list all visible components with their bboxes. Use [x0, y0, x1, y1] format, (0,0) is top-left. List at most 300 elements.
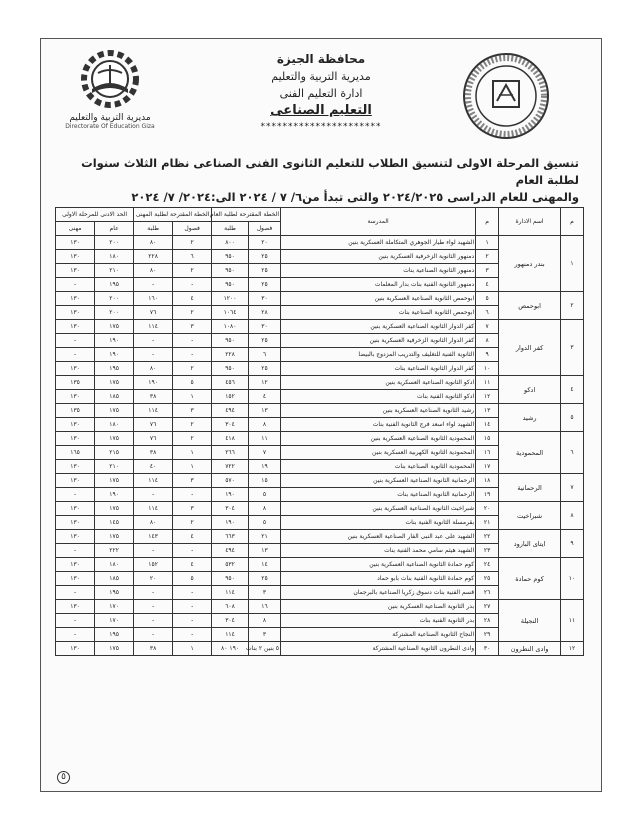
cell-general-students: ٤٩٤ — [212, 544, 249, 558]
cell-general-students: ١١٤ — [212, 628, 249, 642]
cell-school: بدر الثانوية الفنية بنات — [281, 614, 476, 628]
cell-admin: ابوحمص — [499, 292, 561, 320]
cell-school: كفر الدوار الثانوية الصناعية العسكرية بنين — [281, 320, 476, 334]
cell-vocational-classes: ٣ — [173, 404, 212, 418]
cell-general-students: ٩٥٠ — [212, 278, 249, 292]
col-admin: اسم الادارة — [499, 208, 561, 236]
cell-general-classes: ٨ — [248, 614, 280, 628]
cell-min-vocational: ١٣٥ — [56, 376, 95, 390]
cell-num: ١٦ — [476, 446, 499, 460]
cell-num: ١٤ — [476, 418, 499, 432]
table-body — [56, 236, 584, 656]
cell-min-general: ١٧٥ — [95, 320, 134, 334]
cell-school: ادكو الثانوية الصناعية العسكرية بنين — [281, 376, 476, 390]
ministry-seal — [461, 51, 551, 141]
cell-school: المحمودية الثانوية الكهربية العسكرية بنين — [281, 446, 476, 460]
col-plan-vocational: الخطة المقترحة لطلبة المهنى — [134, 208, 212, 222]
cell-general-students: ١٩٠ — [212, 488, 249, 502]
cell-general-students: ٥٧٠ — [212, 474, 249, 488]
cell-general-students: ٥٣٢ — [212, 558, 249, 572]
cell-general-students: ٩٥٠ — [212, 362, 249, 376]
gear-book-icon — [65, 45, 155, 107]
document-page — [40, 38, 602, 792]
cell-vocational-classes: ٣ — [173, 502, 212, 516]
cell-school: كوم حمادة الثانوية الصناعية العسكرية بنين — [281, 558, 476, 572]
cell-general-students: ٦٠٨ — [212, 600, 249, 614]
cell-min-vocational: ١٣٠ — [56, 432, 95, 446]
cell-min-general: ١٨٥ — [95, 390, 134, 404]
cell-school: رشيد الثانوية الصناعية العسكرية بنين — [281, 404, 476, 418]
cell-min-vocational: - — [56, 488, 95, 502]
cell-general-students: ٩٥٠ — [212, 264, 249, 278]
cell-vocational-students: ٣٨ — [134, 390, 173, 404]
cell-min-general: ١٩٥ — [95, 362, 134, 376]
cell-general-students: ٢٢٨ — [212, 348, 249, 362]
cell-vocational-students: ٢٠ — [134, 572, 173, 586]
cell-min-vocational: ١٣٠ — [56, 516, 95, 530]
table-row — [56, 474, 584, 488]
cell-num: ٢٤ — [476, 558, 499, 572]
cell-admin: بندر دمنهور — [499, 236, 561, 292]
cell-vocational-students: - — [134, 614, 173, 628]
table-row — [56, 320, 584, 334]
cell-vocational-classes: ٤ — [173, 558, 212, 572]
cell-general-classes: ٦ — [248, 348, 280, 362]
cell-admin: الرحمانية — [499, 474, 561, 502]
cell-general-classes: ٤ — [248, 390, 280, 404]
cell-vocational-students: ٣٨ — [134, 642, 173, 656]
cell-min-general: ٢٠٠ — [95, 306, 134, 320]
cell-m: ١١ — [561, 600, 584, 642]
col-plan-general: الخطة المقترحة لطلبة العام — [212, 208, 281, 222]
cell-general-classes: ٨ — [248, 418, 280, 432]
cell-vocational-classes: ١ — [173, 642, 212, 656]
cell-min-vocational: ١٣٠ — [56, 320, 95, 334]
cell-num: ٣٠ — [476, 642, 499, 656]
header — [41, 39, 601, 147]
cell-vocational-students: ٣٨ — [134, 446, 173, 460]
cell-vocational-classes: ٦ — [173, 250, 212, 264]
cell-vocational-classes: - — [173, 488, 212, 502]
cell-school: المحمودية الثانوية الصناعية العسكرية بنين — [281, 432, 476, 446]
cell-m: ١ — [561, 236, 584, 292]
cell-vocational-students: ٧٦ — [134, 432, 173, 446]
cell-min-general: ١٨٠ — [95, 418, 134, 432]
cell-general-students: ١٠٨٠ — [212, 320, 249, 334]
cell-vocational-students: - — [134, 488, 173, 502]
cell-general-classes: ١١ — [248, 432, 280, 446]
cell-school: الشهيد هيثم سامي محمد الفنية بنات — [281, 544, 476, 558]
cell-num: ١٠ — [476, 362, 499, 376]
cell-min-vocational: ١٣٠ — [56, 418, 95, 432]
cell-general-classes: ٢٠ — [248, 236, 280, 250]
cell-general-classes: ٣ — [248, 628, 280, 642]
cell-vocational-students: ٨٠ — [134, 264, 173, 278]
logo-left-en: Directorate Of Education Giza — [65, 123, 155, 130]
cell-vocational-classes: ٢ — [173, 264, 212, 278]
cell-admin: رشيد — [499, 404, 561, 432]
sub-classes-v: فصول — [173, 222, 212, 236]
cell-general-students: ٦٦٣ — [212, 530, 249, 544]
cell-vocational-students: - — [134, 348, 173, 362]
cell-general-students: ٩٥٠ — [212, 250, 249, 264]
cell-vocational-students: ٧٦ — [134, 418, 173, 432]
cell-admin: النجيلة — [499, 600, 561, 642]
table-row — [56, 600, 584, 614]
cell-num: ٧ — [476, 320, 499, 334]
cell-vocational-students: - — [134, 628, 173, 642]
cell-num: ٢٩ — [476, 628, 499, 642]
cell-min-vocational: ١٣٠ — [56, 236, 95, 250]
cell-school: الثانوية الفنية للتغليف والتدريب المزدوج بالبيضا — [281, 348, 476, 362]
cell-min-general: ١٧٥ — [95, 502, 134, 516]
cell-general-classes: ١٩ — [248, 460, 280, 474]
cell-vocational-students: ١١٤ — [134, 474, 173, 488]
cell-min-vocational: ١٣٠ — [56, 642, 95, 656]
cell-vocational-classes: ٤ — [173, 292, 212, 306]
placement-table — [55, 207, 584, 656]
cell-m: ٧ — [561, 474, 584, 502]
cell-min-general: ١٩٠ — [95, 334, 134, 348]
cell-min-general: ١٤٥ — [95, 516, 134, 530]
cell-school: الرحمانية الثانوية الصناعية العسكرية بنين — [281, 474, 476, 488]
cell-general-classes: ٣٠ — [248, 292, 280, 306]
cell-school: قسم الفنية بنات دسوق زكريا الصناعية بالبرجمان — [281, 586, 476, 600]
cell-admin: كفر الدوار — [499, 320, 561, 376]
cell-general-classes: ٥ — [248, 516, 280, 530]
cell-min-vocational: ١٣٠ — [56, 250, 95, 264]
cell-vocational-classes: - — [173, 334, 212, 348]
cell-vocational-students: - — [134, 278, 173, 292]
cell-vocational-classes: ٢ — [173, 362, 212, 376]
cell-min-vocational: ١٣٠ — [56, 362, 95, 376]
cell-vocational-classes: ٤ — [173, 530, 212, 544]
cell-general-classes: ١٣ — [248, 404, 280, 418]
sub-students-g: طلبة — [212, 222, 249, 236]
sub-general: عام — [95, 222, 134, 236]
cell-vocational-classes: ٥ — [173, 572, 212, 586]
cell-vocational-students: ٤٠ — [134, 460, 173, 474]
cell-vocational-classes: - — [173, 614, 212, 628]
table-row — [56, 376, 584, 390]
header-titles — [221, 51, 421, 136]
cell-vocational-students: - — [134, 586, 173, 600]
cell-min-vocational: ١٣٠ — [56, 460, 95, 474]
cell-num: ١٨ — [476, 474, 499, 488]
table-row — [56, 432, 584, 446]
cell-vocational-classes: - — [173, 348, 212, 362]
cell-vocational-classes: - — [173, 278, 212, 292]
cell-school: الشهيد لواء اسعد فرج الثانوية الفنية بنات — [281, 418, 476, 432]
cell-min-general: ١٩٥ — [95, 586, 134, 600]
cell-school: الرحمانية الثانوية الصناعية بنات — [281, 488, 476, 502]
cell-vocational-students: ١٥٢ — [134, 558, 173, 572]
cell-general-classes: ٢٥ — [248, 278, 280, 292]
cell-vocational-students: ٧٦ — [134, 306, 173, 320]
cell-vocational-students: - — [134, 334, 173, 348]
cell-school: ابوحمص الثانوية الصناعية العسكرية بنين — [281, 292, 476, 306]
cell-vocational-classes: - — [173, 586, 212, 600]
cell-m: ٦ — [561, 432, 584, 474]
cell-school: النجاح الثانوية الصناعية المشتركة — [281, 628, 476, 642]
cell-general-classes: ٢٥ — [248, 362, 280, 376]
cell-min-vocational: ١٣٠ — [56, 558, 95, 572]
cell-general-students: ٣٠٤ — [212, 418, 249, 432]
cell-school: بقرمسلة الثانوية الفنية بنات — [281, 516, 476, 530]
cell-min-general: ١٧٥ — [95, 474, 134, 488]
cell-min-general: ١٨٠ — [95, 558, 134, 572]
directorate: مديرية التربية والتعليم — [271, 70, 371, 83]
cell-num: ١٣ — [476, 404, 499, 418]
cell-min-general: ١٨٥ — [95, 572, 134, 586]
cell-min-vocational: - — [56, 278, 95, 292]
cell-min-vocational: ١٣٠ — [56, 390, 95, 404]
cell-general-classes: ٢٥ — [248, 264, 280, 278]
cell-vocational-classes: ١ — [173, 460, 212, 474]
cell-general-classes: ٣ — [248, 586, 280, 600]
cell-vocational-students: ١٤٣ — [134, 530, 173, 544]
cell-vocational-students: - — [134, 544, 173, 558]
sub-vocational: مهنى — [56, 222, 95, 236]
cell-min-vocational: ١٣٠ — [56, 474, 95, 488]
cell-min-general: ١٩٠ — [95, 348, 134, 362]
table-row — [56, 558, 584, 572]
cell-m: ٩ — [561, 530, 584, 558]
cell-min-general: ٢٢٢ — [95, 544, 134, 558]
cell-min-vocational: ١٣٠ — [56, 600, 95, 614]
cell-general-classes: ٢٨ — [248, 306, 280, 320]
cell-min-general: ٢٠٠ — [95, 236, 134, 250]
table-row — [56, 642, 584, 656]
cell-min-general: ١٩٠ — [95, 488, 134, 502]
cell-admin: ايتاى البارود — [499, 530, 561, 558]
cell-vocational-classes: - — [173, 600, 212, 614]
cell-admin: المحمودية — [499, 432, 561, 474]
section: التعليم الصناعى — [270, 103, 372, 118]
cell-vocational-students: ١١٤ — [134, 404, 173, 418]
cell-num: ٢ — [476, 250, 499, 264]
dots-line: ********************** — [260, 122, 382, 132]
cell-min-general: ١٩٥ — [95, 278, 134, 292]
table-row — [56, 236, 584, 250]
cell-general-students: ١١٤ — [212, 586, 249, 600]
cell-general-students: ٤١٨ — [212, 432, 249, 446]
table-row — [56, 530, 584, 544]
cell-general-students: ٤٥٦ — [212, 376, 249, 390]
cell-school: دمنهور الثانوية الصناعية بنات — [281, 264, 476, 278]
cell-min-general: ١٧٥ — [95, 404, 134, 418]
cell-general-classes: ٢٥ — [248, 334, 280, 348]
cell-general-classes: ١٤ — [248, 558, 280, 572]
cell-min-general: ٢١٥ — [95, 446, 134, 460]
cell-general-classes: ٧ — [248, 446, 280, 460]
cell-vocational-students: - — [134, 600, 173, 614]
page-number: ٥ — [57, 771, 70, 784]
cell-min-general: ١٧٥ — [95, 376, 134, 390]
cell-num: ٢١ — [476, 516, 499, 530]
cell-m: ٨ — [561, 502, 584, 530]
cell-num: ١١ — [476, 376, 499, 390]
cell-school: كفر الدوار الثانوية الصناعية بنات — [281, 362, 476, 376]
cell-admin: وادى النطرون — [499, 642, 561, 656]
cell-min-vocational: ١٣٠ — [56, 264, 95, 278]
cell-num: ٥ — [476, 292, 499, 306]
col-m2: م — [476, 208, 499, 236]
cell-school: المحمودية الثانوية الصناعية بنات — [281, 460, 476, 474]
title-line-1: تنسيق المرحلة الاولى لتنسيق الطلاب للتعليم الثانوى الفنى الصناعى نظام الثلاث سنوات لطلبة العام — [81, 156, 579, 187]
cell-vocational-students: ١٦٠ — [134, 292, 173, 306]
cell-min-vocational: - — [56, 586, 95, 600]
cell-min-general: ٢١٠ — [95, 264, 134, 278]
cell-num: ٤ — [476, 278, 499, 292]
table-header-row — [56, 208, 584, 222]
cell-general-students: ٧٢٢ — [212, 460, 249, 474]
cell-vocational-classes: - — [173, 628, 212, 642]
cell-vocational-students: ١١٤ — [134, 502, 173, 516]
cell-vocational-classes: ٢ — [173, 236, 212, 250]
sub-classes-g: فصول — [248, 222, 280, 236]
cell-min-general: ١٧٥ — [95, 432, 134, 446]
cell-general-students: ٩٥٠ — [212, 334, 249, 348]
cell-min-general: ١٨٠ — [95, 250, 134, 264]
governorate: محافظة الجيزة — [276, 52, 366, 66]
cell-general-classes: ١٢ — [248, 376, 280, 390]
logo-left-ar: مديرية التربية والتعليم — [69, 113, 151, 123]
cell-min-vocational: ١٣٠ — [56, 502, 95, 516]
cell-general-classes: ١٦ — [248, 600, 280, 614]
cell-min-general: ١٧٠ — [95, 614, 134, 628]
cell-general-students: ٣٠٤ — [212, 502, 249, 516]
cell-m: ٢ — [561, 292, 584, 320]
cell-min-vocational: ١٣٠ — [56, 530, 95, 544]
cell-school: كفر الدوار الثانوية الزخرفية العسكرية بنين — [281, 334, 476, 348]
cell-general-classes: ٢١ — [248, 530, 280, 544]
cell-vocational-classes: ٣ — [173, 474, 212, 488]
cell-min-vocational: - — [56, 614, 95, 628]
cell-num: ١٢ — [476, 390, 499, 404]
cell-school: الشهيد على عبد النبى الفار الصناعية العسكرية بنين — [281, 530, 476, 544]
cell-num: ٢٠ — [476, 502, 499, 516]
department: ادارة التعليم الفنى — [279, 87, 363, 100]
cell-general-classes: ٣٠ — [248, 320, 280, 334]
cell-school: كوم حمادة الثانوية الفنية بنات بابو حماد — [281, 572, 476, 586]
cell-general-students: ٤٩٤ — [212, 404, 249, 418]
cell-general-classes: ٥ بنين ٢ بنات — [248, 642, 280, 656]
cell-num: ١٧ — [476, 460, 499, 474]
cell-general-classes: ٥ — [248, 488, 280, 502]
cell-num: ٢٦ — [476, 586, 499, 600]
cell-vocational-classes: ١ — [173, 446, 212, 460]
table-row — [56, 292, 584, 306]
cell-admin: كوم حمادة — [499, 558, 561, 600]
cell-min-vocational: - — [56, 628, 95, 642]
cell-min-general: ٢٠٠ — [95, 292, 134, 306]
cell-general-classes: ٢٥ — [248, 250, 280, 264]
cell-min-general: ٢١٠ — [95, 460, 134, 474]
cell-school: الشهيد لواء طيار الجوهري المتكاملة العسكرية بنين — [281, 236, 476, 250]
cell-school: ادكو الثانوية الفنية بنات — [281, 390, 476, 404]
cell-num: ٢٧ — [476, 600, 499, 614]
cell-school: ابوحمص الثانوية الصناعية بنات — [281, 306, 476, 320]
cell-num: ٨ — [476, 334, 499, 348]
cell-m: ٤ — [561, 376, 584, 404]
cell-general-students: ١٠٦٤ — [212, 306, 249, 320]
cell-num: ١٥ — [476, 432, 499, 446]
cell-min-general: ١٧٥ — [95, 642, 134, 656]
cell-min-general: ١٧٠ — [95, 600, 134, 614]
cell-m: ١٢ — [561, 642, 584, 656]
table-row — [56, 404, 584, 418]
cell-school: شبراخيت الثانوية الصناعية العسكرية بنين — [281, 502, 476, 516]
document-title — [59, 155, 579, 206]
cell-school: وادى النطرون الثانوية الصناعية المشتركة — [281, 642, 476, 656]
title-line-2: والمهنى للعام الدراسى ٢٠٢٤/٢٠٢٥ والتى تبدأ من٦/ ٧ / ٢٠٢٤ الى:٢٠٢٤/ ٧/ ٢٠٢٤ — [131, 190, 579, 204]
cell-min-vocational: - — [56, 334, 95, 348]
cell-min-vocational: ١٣٥ — [56, 404, 95, 418]
cell-general-classes: ٢٥ — [248, 572, 280, 586]
cell-vocational-classes: - — [173, 544, 212, 558]
cell-num: ١ — [476, 236, 499, 250]
cell-min-vocational: ١٦٥ — [56, 446, 95, 460]
cell-vocational-students: ٨٠ — [134, 516, 173, 530]
cell-vocational-students: ١٩٠ — [134, 376, 173, 390]
cell-admin: ادكو — [499, 376, 561, 404]
cell-vocational-classes: ٢ — [173, 432, 212, 446]
cell-num: ٩ — [476, 348, 499, 362]
cell-min-vocational: ١٣٠ — [56, 292, 95, 306]
cell-min-general: ١٩٥ — [95, 628, 134, 642]
cell-vocational-students: ١١٤ — [134, 320, 173, 334]
cell-min-general: ١٧٥ — [95, 530, 134, 544]
cell-m: ١٠ — [561, 558, 584, 600]
col-min-score: الحد الادنى للمرحلة الاولى — [56, 208, 134, 222]
cell-num: ٣ — [476, 264, 499, 278]
sub-students-v: طلبة — [134, 222, 173, 236]
cell-vocational-classes: ٢ — [173, 516, 212, 530]
cell-general-students: ٣٠٤ — [212, 614, 249, 628]
cell-general-students: ٩٥٠ — [212, 572, 249, 586]
cell-general-classes: ١٥ — [248, 474, 280, 488]
cell-m: ٣ — [561, 320, 584, 376]
cell-num: ١٩ — [476, 488, 499, 502]
cell-num: ٢٣ — [476, 544, 499, 558]
cell-general-classes: ١٣ — [248, 544, 280, 558]
cell-school: دمنهور الثانوية الزخرفية العسكرية بنين — [281, 250, 476, 264]
cell-vocational-students: ٨٠ — [134, 362, 173, 376]
cell-general-classes: ٨ — [248, 502, 280, 516]
cell-admin: شبراخيت — [499, 502, 561, 530]
cell-min-vocational: ١٣٠ — [56, 572, 95, 586]
cell-school: دمنهور الثانوية الفنية بنات بدار المعلمات — [281, 278, 476, 292]
table-row — [56, 502, 584, 516]
cell-vocational-students: ٨٠ — [134, 236, 173, 250]
cell-general-students: ١٥٢ — [212, 390, 249, 404]
cell-num: ٢٨ — [476, 614, 499, 628]
cell-general-students: ١٢٠٠ — [212, 292, 249, 306]
ministry-seal-icon — [461, 51, 551, 141]
cell-vocational-classes: ٢ — [173, 418, 212, 432]
cell-vocational-classes: ٥ — [173, 376, 212, 390]
col-school: المدرسة — [281, 208, 476, 236]
cell-num: ٦ — [476, 306, 499, 320]
col-m: م — [561, 208, 584, 236]
cell-general-students: ٢٦٦ — [212, 446, 249, 460]
cell-min-vocational: - — [56, 348, 95, 362]
cell-num: ٢٥ — [476, 572, 499, 586]
cell-m: ٥ — [561, 404, 584, 432]
directorate-logo — [55, 45, 165, 137]
cell-vocational-classes: ١ — [173, 390, 212, 404]
